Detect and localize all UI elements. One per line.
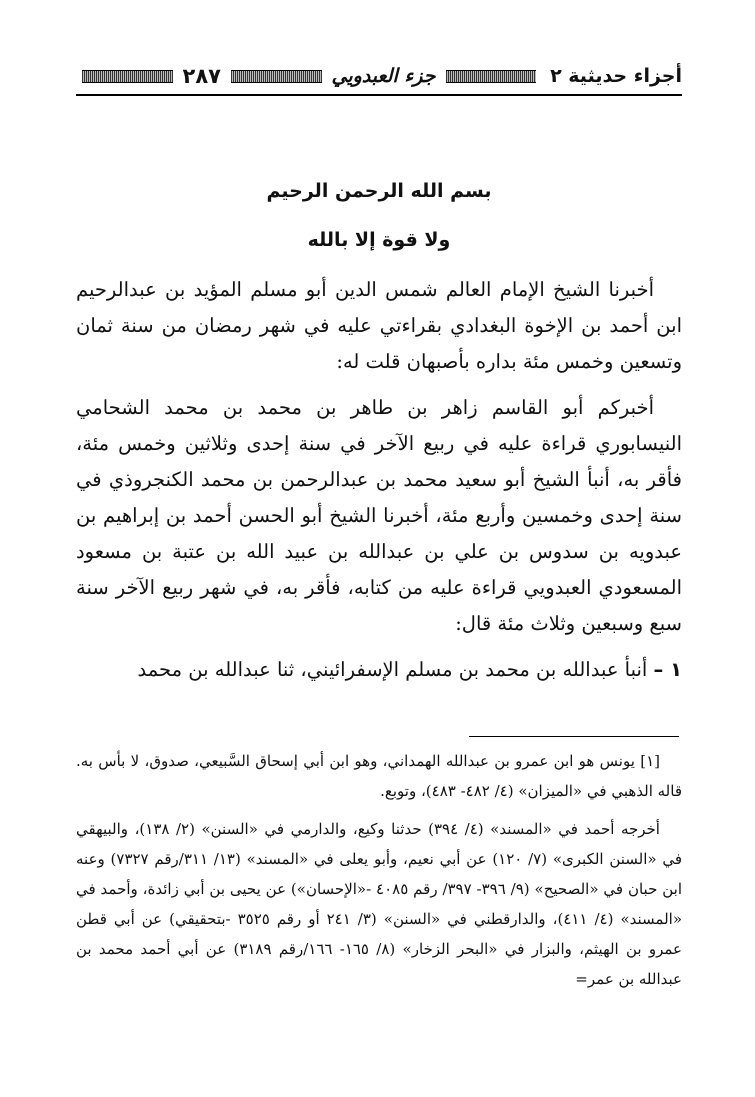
main-text xyxy=(76,272,682,688)
paragraph-isnad-1: أخبرنا الشيخ الإمام العالم شمس الدين أبو مسلم المؤيد بن عبدالرحيم ابن أحمد بن الإخوة البغدادي بقراءتي عليه في شهر رمضان من سنة ثمان وتسعين وخمس مئة بداره بأصبهان قلت له: xyxy=(76,278,682,373)
header-ornament-left xyxy=(82,70,173,83)
hadith-number: ١ – xyxy=(653,658,682,681)
paragraph-isnad-2: أخبركم أبو القاسم زاهر بن طاهر بن محمد بن محمد الشحامي النيسابوري قراءة عليه في ربيع الآخر في سنة إحدى وثلاثين وخمس مئة، فأقر به، أنبأ الشيخ أبو سعيد محمد بن عبدالرحمن بن محمد الكنجروذي في سنة إحدى وخمسين وأربع مئة، أخبرنا الشيخ أبو الحسن أحمد بن إبراهيم بن عبدويه بن سدوس بن علي بن عبدالله بن عبيد الله بن عتبة بن مسعود المسعودي العبدويي قراءة عليه من كتابه، فأقر به، في شهر ربيع الآخر سنة سبع وسبعين وثلاث مئة قال: xyxy=(76,396,682,635)
juz-title: جزء العبدويي xyxy=(331,65,436,87)
header-rule xyxy=(76,94,682,96)
footnote-1-text: يونس هو ابن عمرو بن عبدالله الهمداني، وهو ابن أبي إسحاق السَّبيعي، صدوق، لا بأس به. قاله الذهبي في «الميزان» (٤/ ٤٨٢- ٤٨٣)، وتوبع. xyxy=(76,752,682,800)
page-number: ٢٨٧ xyxy=(182,64,221,88)
footnote-1 xyxy=(76,746,682,806)
hadith-text: أنبأ عبدالله بن محمد بن مسلم الإسفرائيني، ثنا عبدالله بن محمد xyxy=(137,658,648,681)
footnote-marker: [١] xyxy=(640,752,660,770)
footnote-rule xyxy=(469,736,679,737)
header-ornament-right xyxy=(446,70,537,83)
hadith-1 xyxy=(76,652,682,688)
basmala: بسم الله الرحمن الرحيم xyxy=(266,180,492,202)
header-ornament-middle xyxy=(231,70,322,83)
footnote-2: أخرجه أحمد في «المسند» (٤/ ٣٩٤) حدثنا وكيع، والدارمي في «السنن» (٢/ ١٣٨)، والبيهقي في «السنن الكبرى» (٧/ ١٢٠) عن أبي نعيم، وأبو يعلى في «المسند» (١٣/ ٣١١/رقم ٧٣٢٧) وعنه ابن حبان في «الصحيح» (٩/ ٣٩٦- ٣٩٧/ رقم ٤٠٨٥ -«الإحسان») عن يحيى بن أبي زائدة، وأحمد في «المسند» (٤/ ٤١١)، والدارقطني في «السنن» (٣/ ٢٤١ أو رقم ٣٥٢٥ -بتحقيقي) عن أبي قطن عمرو بن الهيثم، والبزار في «البحر الزخار» (٨/ ١٦٥- ١٦٦/رقم ٣١٨٩) عن أبي أحمد محمد بن عبدالله بن عمر= xyxy=(76,820,683,988)
running-header xyxy=(76,58,682,94)
footnotes xyxy=(76,746,682,994)
hawqala: ولا قوة إلا بالله xyxy=(307,229,451,251)
book-title: أجزاء حديثية ٢ xyxy=(550,65,682,87)
